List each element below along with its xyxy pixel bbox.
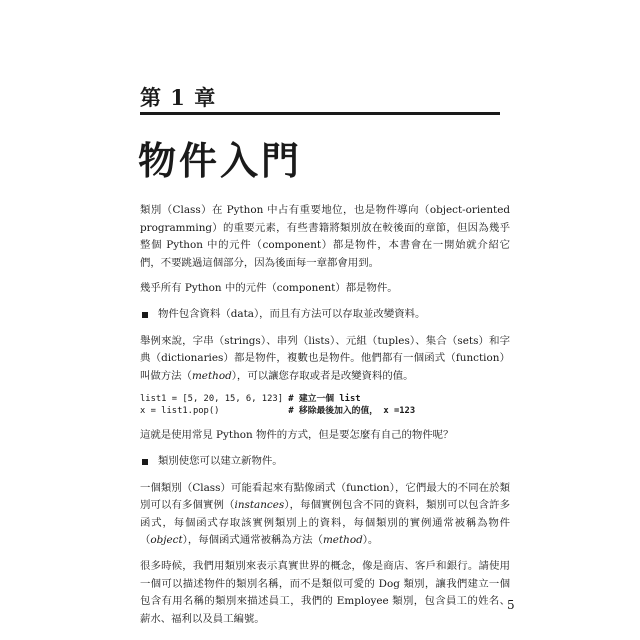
paragraph-class-text-c: ），每個函式通常被稱為方法（ <box>182 534 323 547</box>
bullet-item-data <box>140 306 510 324</box>
paragraph-examples-text-a: 舉例來說，字串（strings）、串列（lists）、元組（tuples）、集合（sets）和字典（dictionaries）都是物件，複數也是物件。他們都有一個函式（function）叫做方法（ <box>140 334 510 382</box>
code-line-1-code: list1 = [5, 20, 15, 6, 123] <box>140 394 283 405</box>
chapter-title: 物件入門 <box>138 138 303 183</box>
code-block <box>140 393 510 417</box>
emphasis-method: method <box>322 534 363 547</box>
code-line-2-code: x = list1.pop() <box>140 406 220 417</box>
emphasis-object: object <box>150 534 183 547</box>
page-number: 5 <box>507 598 515 612</box>
square-bullet-icon <box>142 459 148 465</box>
paragraph-examples <box>140 333 510 386</box>
emphasis-instances: instances <box>234 499 285 512</box>
paragraph-intro: 類別（Class）在 Python 中占有重要地位，也是物件導向（object-oriented programming）的重要元素，有些書籍將類別放在較後面的章節，但因為幾乎整個 Python 中的元件（component）都是物件，本書會在一開始就介紹它們，不要跳過這個部分，因為後面每一章都會用到。 <box>140 204 510 269</box>
paragraph-real-world: 很多時候，我們用類別來表示真實世界的概念，像是商店、客戶和銀行。請使用一個可以描述物件的類別名稱，而不是類似可愛的 Dog 類別，讓我們建立一個包含有用名稱的類別來描述員工，我們的 Employee 類別，包含員工的姓名、薪水、福利以及員工編號。 <box>140 559 510 625</box>
bullet-item-class <box>140 453 510 471</box>
chapter-label: 第 1 章 <box>140 85 217 110</box>
code-line-2-comment: # 移除最後加入的值， x =123 <box>288 406 416 417</box>
paragraph-components: 幾乎所有 Python 中的元件（component）都是物件。 <box>140 282 398 295</box>
code-line-1 <box>140 394 361 404</box>
code-line-1-comment: # 建立一個 list <box>288 394 361 405</box>
paragraph-own-objects: 這就是使用常見 Python 物件的方式，但是要怎麼有自己的物件呢？ <box>140 429 454 442</box>
paragraph-class-text-d: ）。 <box>362 534 379 547</box>
paragraph-class-text-b: ），每個實例包含不同的資料，類別可以包含許多函式，每個函式存取該實例類別上的資料，每個類別的實例通常被稱為物件（ <box>140 499 510 547</box>
paragraph-class-explained <box>140 480 510 550</box>
emphasis-method: method <box>191 369 232 382</box>
square-bullet-icon <box>142 312 148 318</box>
bullet-text: 物件包含資料（data），而且有方法可以存取並改變資料。 <box>158 307 426 320</box>
bullet-text: 類別使您可以建立新物件。 <box>158 454 283 467</box>
code-line-2 <box>140 406 415 416</box>
paragraph-examples-text-b: ），可以讓您存取或者是改變資料的值。 <box>231 369 414 382</box>
paragraph-class-text-a: 一個類別（Class）可能看起來有點像函式（function），它們最大的不同在於類別可以有多個實例（ <box>140 481 510 512</box>
body-text <box>140 202 510 636</box>
chapter-rule <box>140 112 500 115</box>
